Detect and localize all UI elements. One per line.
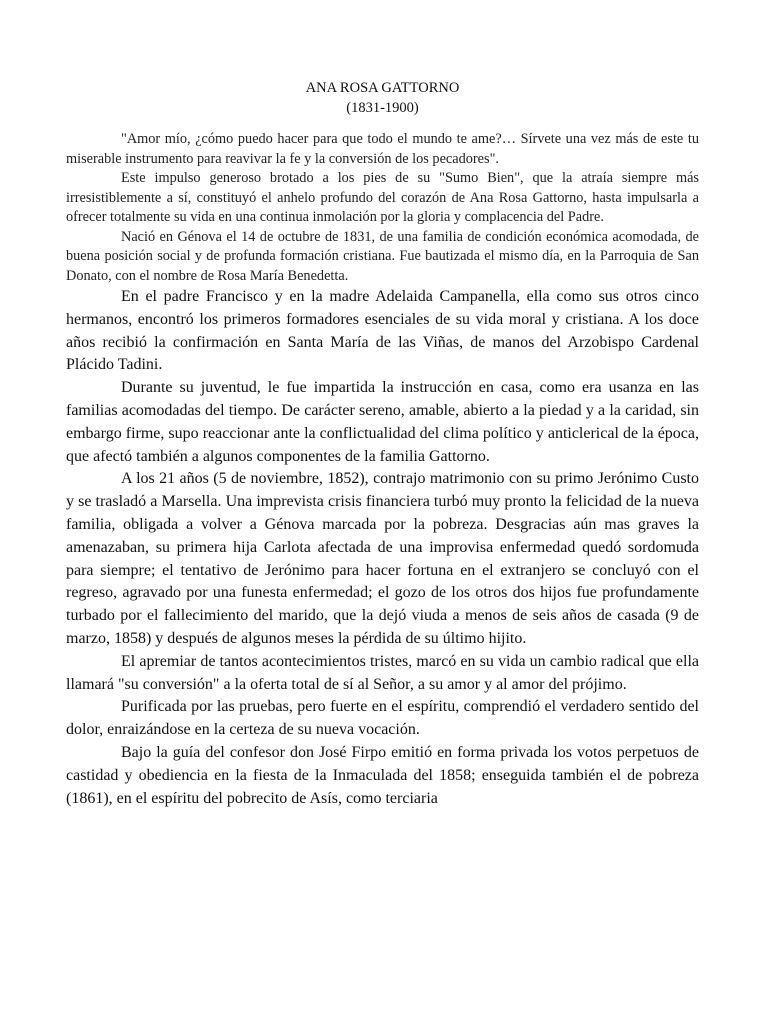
intro-section: [66, 130, 699, 286]
intro-paragraph: Este impulso generoso brotado a los pies de su "Sumo Bien", que la atraía siempre más irresistiblemente a sí, constituyó el anhelo profundo del corazón de Ana Rosa Gattorno, hasta impulsarla a ofrecer totalmente su vida en una continua inmolación por la gloria y complacencia del Padre.: [66, 170, 699, 225]
body-paragraph: Bajo la guía del confesor don José Firpo emitió en forma privada los votos perpetuos de castidad y obediencia en la fiesta de la Inmaculada del 1858; enseguida también el de pobreza (1861), en el espíritu del pobrecito de Asís, como terciaria: [66, 743, 699, 807]
body-paragraph: Purificada por las pruebas, pero fuerte en el espíritu, comprendió el verdadero sentido del dolor, enraizándose en la certeza de su nueva vocación.: [66, 698, 699, 739]
main-section: [66, 286, 699, 810]
intro-paragraph: "Amor mío, ¿cómo puedo hacer para que todo el mundo te ame?… Sírvete una vez más de este tu miserable instrumento para reavivar la fe y la conversión de los pecadores".: [66, 131, 699, 167]
body-paragraph: En el padre Francisco y en la madre Adelaida Campanella, ella como sus otros cinco hermanos, encontró los primeros formadores esenciales de su vida moral y cristiana. A los doce años recibió la confirmación en Santa María de las Viñas, de manos del Arzobispo Cardenal Plácido Tadini.: [66, 288, 699, 374]
intro-paragraph: Nació en Génova el 14 de octubre de 1831, de una familia de condición económica acomodada, de buena posición social y de profunda formación cristiana. Fue bautizada el mismo día, en la Parroquia de San Donato, con el nombre de Rosa María Benedetta.: [66, 228, 699, 284]
document-page: [66, 78, 699, 810]
body-paragraph: El apremiar de tantos acontecimientos tristes, marcó en su vida un cambio radical que ella llamará "su conversión" a la oferta total de sí al Señor, a su amor y al amor del prójimo.: [66, 652, 699, 693]
body-paragraph: Durante su juventud, le fue impartida la instrucción en casa, como era usanza en las familias acomodadas del tiempo. De carácter sereno, amable, abierto a la piedad y a la caridad, sin embargo firme, supo reaccionar ante la conflictualidad del clima político y anticlerical de la época, que afectó también a algunos componentes de la familia Gattorno.: [66, 379, 699, 465]
document-title: ANA ROSA GATTORNO: [305, 80, 460, 96]
title-block: [66, 78, 699, 118]
document-years: (1831-1900): [346, 100, 419, 116]
body-paragraph: A los 21 años (5 de noviembre, 1852), contrajo matrimonio con su primo Jerónimo Custo y se trasladó a Marsella. Una imprevista crisis financiera turbó muy pronto la felicidad de la nueva familia, obligada a volver a Génova marcada por la pobreza. Desgracias aún mas graves la amenazaban, su primera hija Carlota afectada de una improvisa enfermedad quedó sordomuda para siempre; el tentativo de Jerónimo para hacer fortuna en el extranjero se concluyó con el regreso, agravado por una funesta enfermedad; el gozo de los otros dos hijos fue profundamente turbado por el fallecimiento del marido, que la dejó viuda a menos de seis años de casada (9 de marzo, 1858) y después de algunos meses la pérdida de su último hijito.: [66, 470, 699, 647]
